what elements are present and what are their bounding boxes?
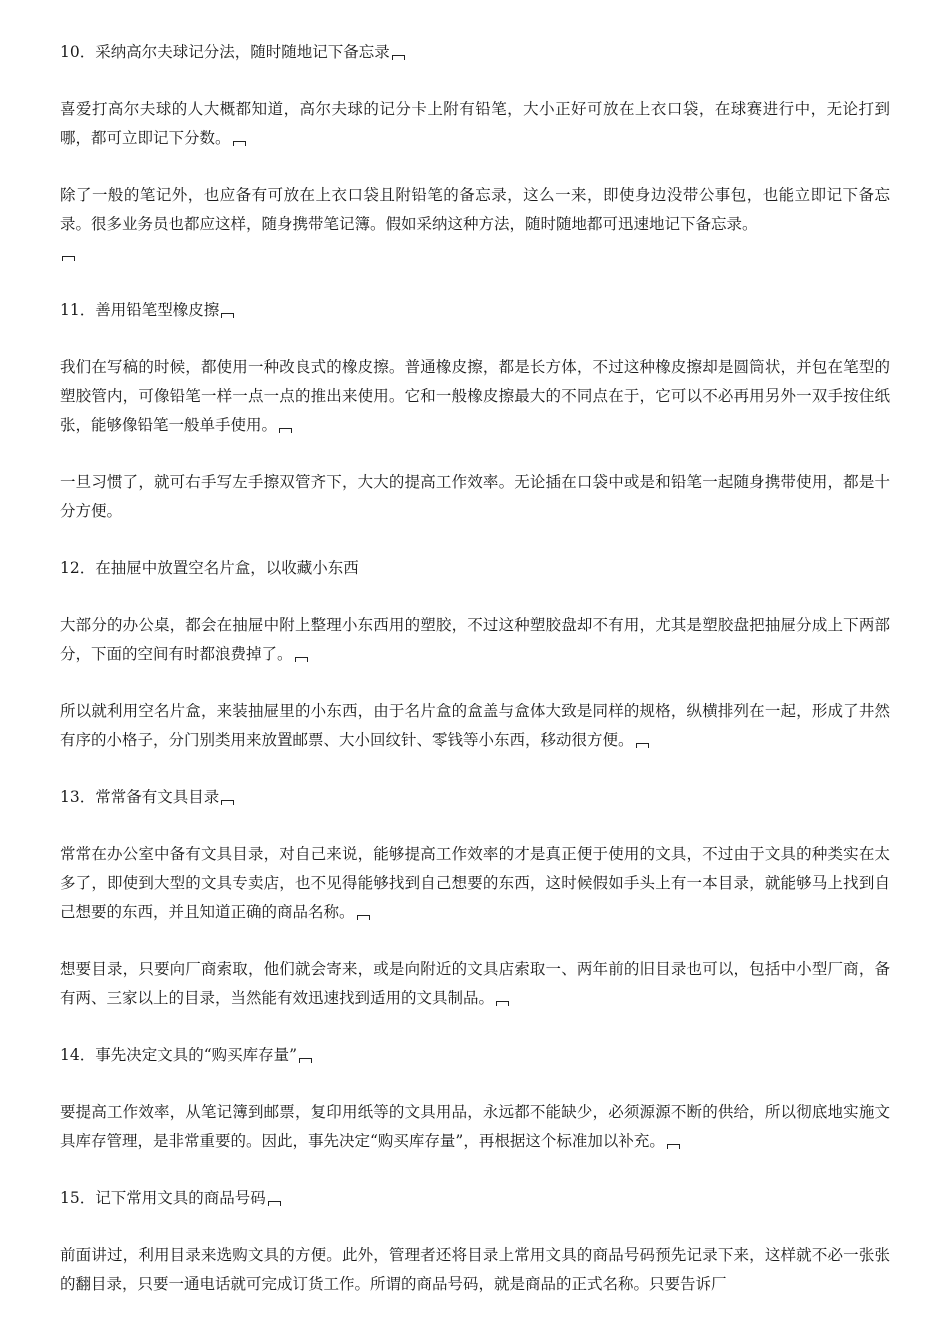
paragraph-mark-icon [62, 256, 75, 261]
paragraph-mark-icon [357, 915, 370, 920]
document-page [60, 38, 890, 1327]
section-heading-11 [60, 296, 890, 325]
heading-text: 15．记下常用文具的商品号码 [60, 1189, 266, 1207]
section-heading-14 [60, 1041, 890, 1070]
paragraph-text: 我们在写稿的时候，都使用一种改良式的橡皮擦。普通橡皮擦，都是长方体，不过这种橡皮擦却是圆筒状，并包在笔型的塑胶管内，可像铅笔一样一点一点的推出来使用。它和一般橡皮擦最大的不同点在于，它可以不必再用另外一双手按住纸张，能够像铅笔一般单手使用。 [60, 358, 890, 434]
paragraph-text: 要提高工作效率，从笔记簿到邮票，复印用纸等的文具用品，永远都不能缺少，必须源源不断的供给，所以彻底地实施文具库存管理，是非常重要的。因此，事先决定“购买库存量”，再根据这个标准加以补充。 [60, 1103, 890, 1150]
paragraph-text: 大部分的办公桌，都会在抽屉中附上整理小东西用的塑胶，不过这种塑胶盘却不有用，尤其是塑胶盘把抽屉分成上下两部分，下面的空间有时都浪费掉了。 [60, 616, 890, 663]
paragraph-mark-icon [496, 1001, 509, 1006]
paragraph [60, 611, 890, 669]
paragraph-text: 除了一般的笔记外，也应备有可放在上衣口袋且附铅笔的备忘录，这么一来，即使身边没带公事包，也能立即记下备忘录。很多业务员也都应这样，随身携带笔记簿。假如采纳这种方法，随时随地都可迅速地记下备忘录。 [60, 186, 890, 233]
paragraph-mark-icon [279, 428, 292, 433]
section-heading-13 [60, 783, 890, 812]
paragraph [60, 955, 890, 1013]
paragraph-mark-icon [295, 657, 308, 662]
heading-text: 12．在抽屉中放置空名片盒，以收藏小东西 [60, 559, 359, 577]
paragraph-text: 所以就利用空名片盒，来装抽屉里的小东西，由于名片盒的盒盖与盒体大致是同样的规格，纵横排列在一起，形成了井然有序的小格子，分门别类用来放置邮票、大小回纹针、零钱等小东西，移动很方便。 [60, 702, 890, 749]
paragraph-text: 常常在办公室中备有文具目录，对自己来说，能够提高工作效率的才是真正便于使用的文具，不过由于文具的种类实在太多了，即使到大型的文具专卖店，也不见得能够找到自己想要的东西，这时候假如手头上有一本目录，就能够马上找到自己想要的东西，并且知道正确的商品名称。 [60, 845, 890, 921]
section-heading-10 [60, 38, 890, 67]
paragraph-mark-icon [233, 141, 246, 146]
paragraph [60, 1098, 890, 1156]
paragraph [60, 181, 890, 268]
paragraph-mark-icon [299, 1058, 312, 1063]
heading-text: 11．善用铅笔型橡皮擦 [60, 301, 220, 319]
paragraph-text: 喜爱打高尔夫球的人大概都知道，高尔夫球的记分卡上附有铅笔，大小正好可放在上衣口袋，在球赛进行中，无论打到哪，都可立即记下分数。 [60, 100, 890, 147]
heading-text: 13．常常备有文具目录 [60, 788, 220, 806]
paragraph-text: 想要目录，只要向厂商索取，他们就会寄来，或是向附近的文具店索取一、两年前的旧目录也可以，包括中小型厂商，备有两、三家以上的目录，当然能有效迅速找到适用的文具制品。 [60, 960, 890, 1007]
paragraph-text: 前面讲过，利用目录来选购文具的方便。此外，管理者还将目录上常用文具的商品号码预先记录下来，这样就不必一张张的翻目录，只要一通电话就可完成订货工作。所谓的商品号码，就是商品的正式名称。只要告诉厂 [60, 1246, 890, 1293]
section-heading-15 [60, 1184, 890, 1213]
paragraph [60, 697, 890, 755]
paragraph-mark-icon [636, 743, 649, 748]
paragraph [60, 95, 890, 153]
paragraph-mark-icon [392, 55, 405, 60]
heading-text: 10．采纳高尔夫球记分法，随时随地记下备忘录 [60, 43, 390, 61]
paragraph-mark-icon [221, 800, 234, 805]
paragraph [60, 468, 890, 526]
paragraph-mark-icon [268, 1201, 281, 1206]
paragraph [60, 353, 890, 440]
paragraph [60, 840, 890, 927]
paragraph-mark-icon [667, 1144, 680, 1149]
section-heading-12 [60, 554, 890, 583]
paragraph-mark-icon [221, 313, 234, 318]
paragraph-text: 一旦习惯了，就可右手写左手擦双管齐下，大大的提高工作效率。无论插在口袋中或是和铅笔一起随身携带使用，都是十分方便。 [60, 473, 890, 520]
paragraph [60, 1241, 890, 1299]
heading-text: 14．事先决定文具的“购买库存量” [60, 1046, 298, 1064]
